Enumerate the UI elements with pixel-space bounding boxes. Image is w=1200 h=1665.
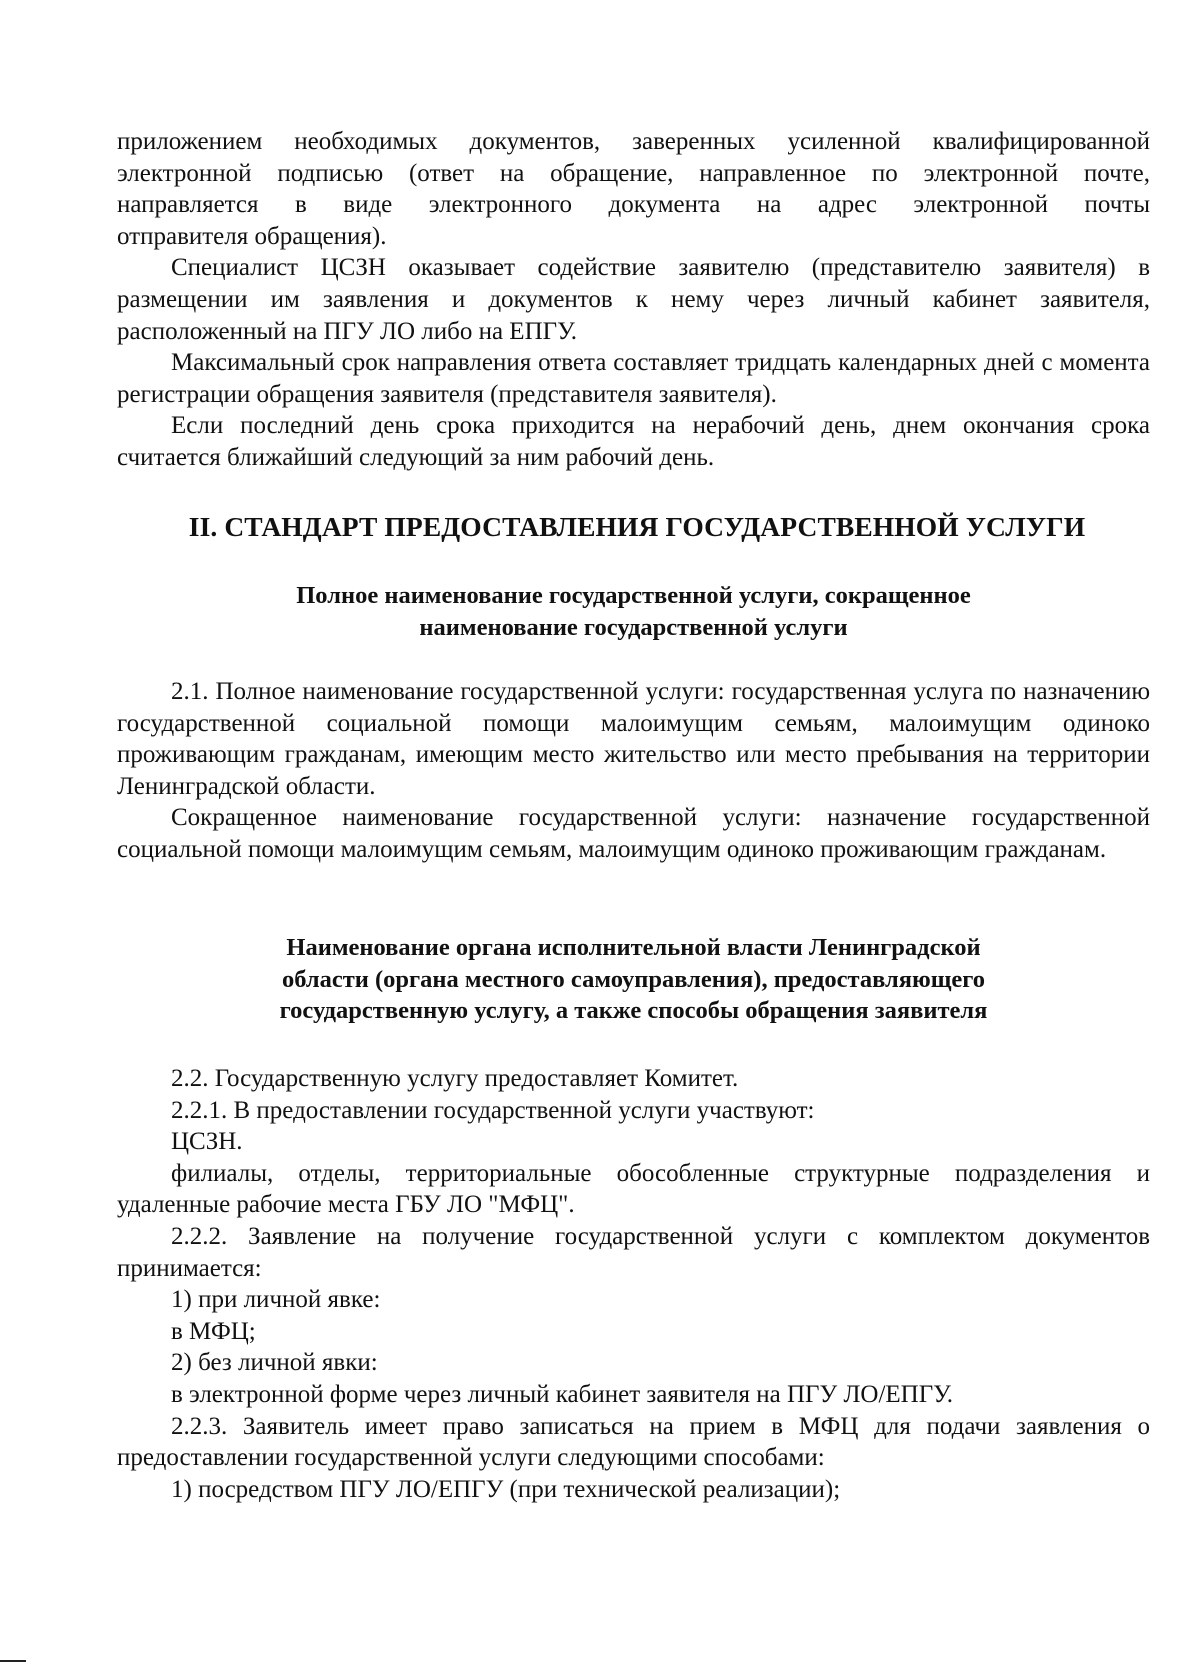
intro-paragraph-2: Специалист ЦСЗН оказывает содействие заявителю (представителю заявителя) в размещении им заявления и документов к нему через личный кабинет заявителя, расположенный на ПГУ ЛО либо на ЕПГУ. xyxy=(117,254,1150,345)
subsection-1-body xyxy=(117,676,1150,866)
paragraph-short-name: Сокращенное наименование государственной услуги: назначение государственной социальной помощи малоимущим семьям, малоимущим одиноко проживающим гражданам. xyxy=(117,804,1150,863)
subsection-2-heading-line-3: государственную услугу, а также способы обращения заявителя xyxy=(279,997,988,1024)
paragraph-2-2: 2.2. Государственную услугу предоставляет Комитет. xyxy=(171,1065,739,1092)
subsection-2-heading-line-2: области (органа местного самоуправления), предоставляющего xyxy=(281,965,986,993)
intro-line-3: направляется в виде электронного документа на адрес электронной почты xyxy=(117,191,1150,219)
intro-line-4: отправителя обращения). xyxy=(117,222,387,250)
subsection-1-heading-line-2: наименование государственной услуги xyxy=(419,613,848,641)
intro-block xyxy=(117,126,1150,474)
intro-line-2: электронной подписью (ответ на обращение, направленное по электронной почте, xyxy=(117,159,1150,187)
paragraph-2-1: 2.1. Полное наименование государственной услуги: государственная услуга по назначению государственной социальной помощи малоимущим семьям, малоимущим одиноко проживающим гражданам, имеющим место жительство или место пребывания на территории Ленинградской области. xyxy=(117,678,1150,800)
subsection-2-body xyxy=(117,1063,1150,1505)
subsection-2-heading-line-1: Наименование органа исполнительной власти Ленинградской xyxy=(286,934,981,961)
subsection-1-heading xyxy=(117,580,1150,643)
list-item-pgu: 1) посредством ПГУ ЛО/ЕПГУ (при технической реализации); xyxy=(171,1475,841,1503)
subsection-1-heading-line-1: Полное наименование государственной услуги, сокращенное xyxy=(296,582,971,609)
list-item-mfc: в МФЦ; xyxy=(171,1317,256,1345)
paragraph-2-2-1: 2.2.1. В предоставлении государственной услуги участвуют: xyxy=(171,1096,815,1124)
subsection-2-heading xyxy=(117,932,1150,1027)
scan-edge-mark xyxy=(0,1660,26,1662)
participant-mfc: филиалы, отделы, территориальные обособленные структурные подразделения и удаленные рабочие места ГБУ ЛО "МФЦ". xyxy=(117,1159,1150,1219)
list-item-personal: 1) при личной явке: xyxy=(171,1286,381,1314)
participant-cszn: ЦСЗН. xyxy=(171,1128,243,1156)
paragraph-2-2-3: 2.2.3. Заявитель имеет право записаться на прием в МФЦ для подачи заявления о предоставлении государственной услуги следующими способами: xyxy=(117,1412,1150,1472)
list-item-remote: 2) без личной явки: xyxy=(171,1349,378,1377)
intro-line-1: приложением необходимых документов, заверенных усиленной квалифицированной xyxy=(117,128,1150,155)
intro-paragraph-4: Если последний день срока приходится на нерабочий день, днем окончания срока считается ближайший следующий за ним рабочий день. xyxy=(117,412,1150,471)
paragraph-2-2-2: 2.2.2. Заявление на получение государственной услуги с комплектом документов принимается: xyxy=(117,1222,1150,1282)
section-title: II. СТАНДАРТ ПРЕДОСТАВЛЕНИЯ ГОСУДАРСТВЕННОЙ УСЛУГИ xyxy=(188,511,1086,542)
list-item-electronic: в электронной форме через личный кабинет заявителя на ПГУ ЛО/ЕПГУ. xyxy=(171,1380,954,1408)
intro-paragraph-3: Максимальный срок направления ответа составляет тридцать календарных дней с момента регистрации обращения заявителя (представителя заявителя). xyxy=(117,349,1150,408)
